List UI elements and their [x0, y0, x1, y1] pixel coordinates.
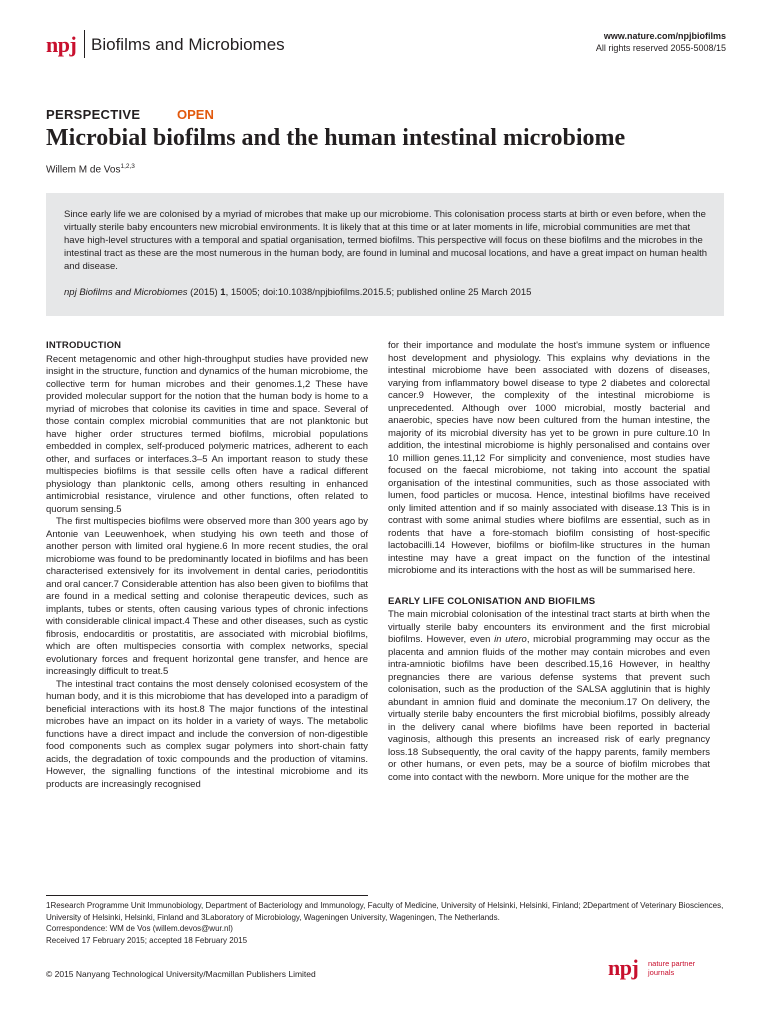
abstract-box [46, 193, 724, 316]
early-life-text-a: The main microbial colonisation of the intestinal tract starts at birth when the virtually sterile baby encounters its environment and the first microbial biofilms. However, even [388, 609, 710, 645]
early-life-paragraph-1 [388, 609, 710, 784]
affiliations-note: 1Research Programme Unit Immunobiology, Department of Bacteriology and Immunology, Faculty of Medicine, University of Helsinki, Helsinki, Finland; 2Department of Veterinary Biosciences, University of Helsinki, Helsinki, Finland and 3Laboratory of Microbiology, Wageningen University, Wageningen, The Netherlands. [46, 901, 724, 922]
abstract-text: Since early life we are colonised by a myriad of microbes that make up our microbiome. This colonisation process starts at birth or even before, when the virtually sterile baby encounters new microbial environments. It is likely that at this time or at later moments in life, microbial communities are met that have high-level structures with a temporal and spatial organisation, termed biofilms. This perspective will focus on these biofilms and the microbes in the intestinal tract as these are the most numerous in the human body, are found in luminal and mucosal locations, and have a great impact on human health and disease. [64, 209, 708, 273]
footnote-divider [46, 895, 368, 896]
early-life-heading: EARLY LIFE COLONISATION AND BIOFILMS [388, 595, 596, 607]
intro-paragraph-3-continued: for their importance and modulate the host's immune system or influence host development and physiology. This explains why deviations in the intestinal microbiome have been associated with dozens of diseases, varying from inflammatory bowel disease to type 2 diabetes and colorectal cancer.9 However, the complexity of the intestinal microbiome is unprecedented. Although over 1000 microbial, mostly bacterial and anaerobic, species have now been cultured from the human intestine, the majority of its microbial diversity has yet to be grown in pure culture.10 In addition, the intestinal microbiome is highly personalised and contains over 10 million genes.11,12 For simplicity and convenience, most studies have focused on the faecal microbiome, not taking into account the spatial organisation of the intestinal communities, such as those associated with lumen, food particles or mucosa. Hence, intestinal biofilms have received only limited attention and if so mainly associated with disease.13 This is in contrast with some animal studies where biofilms are essential, such as in rodents that have a fore-stomach biofilm consisting of host-specific lactobacilli.14 However, biofilms or biofilm-like structures in the human intestine may have a great impact on the function of the intestinal microbiome and its interactions with the host as will be summarised here. [388, 340, 710, 576]
author-line [46, 163, 135, 175]
citation-line [64, 286, 708, 299]
partner-line-2: journals [648, 968, 675, 977]
rights-notice: All rights reserved 2055-5008/15 [595, 43, 726, 53]
journal-header [46, 28, 726, 68]
intro-paragraph-1: Recent metagenomic and other high-throughput studies have provided new insight in the structure, function and dynamics of the human microbiome, the collective term for human microbes and their genomes.1,2 These have provided molecular support for the notion that the human body is home to a myriad of microbes that colonise its cavities in time and space. Several of those contain complex microbial communities that are not planktonic but have higher order structures termed biofilms, microbial populations embedded in complex, self-produced polymeric matrices, adherent to each other, and surfaces or interfaces.3–5 An important reason to study these multispecies biofilms is that sessile cells often have a radical different physiology than planktonic cells, among others resulting in enhanced antimicrobial resistance, virulence and other functions, often related to quorum sensing.5 [46, 353, 368, 515]
citation-journal: npj Biofilms and Microbiomes [64, 287, 188, 299]
citation-year: (2015) [187, 287, 221, 299]
logo-divider [84, 30, 85, 58]
citation-details: , 15005; doi:10.1038/npjbiofilms.2015.5; published online 25 March 2015 [225, 287, 532, 299]
right-column [388, 340, 710, 784]
citation-volume: 1 [220, 287, 226, 299]
open-access-badge: OPEN [177, 107, 214, 122]
author-name[interactable]: Willem M de Vos [46, 164, 121, 176]
journal-name[interactable]: Biofilms and Microbiomes [91, 35, 285, 54]
footnotes [46, 900, 726, 946]
npj-logo[interactable]: npj [46, 32, 77, 57]
early-life-italic: in utero [494, 634, 527, 645]
header-meta [596, 30, 726, 54]
journal-url-link[interactable]: www.nature.com/npjbiofilms [603, 31, 726, 41]
intro-paragraph-2: The first multispecies biofilms were observed more than 300 years ago by Antonie van Leeuwenhoek, when studying his own teeth and those of another person with limited oral hygiene.6 In more recent studies, the oral microbiome was found to be predominantly located in biofilms and has been characterised extensively for its involvement in dental caries, periodontitis and oral cancer.7 Considerable attention has also been given to biofilms that are found in a medical setting and colonise therapeutic devices, such as implants, tubes or stents, often causing various types of chronic infections with considerable clinical impact.4 These and other diseases, such as cystic fibrosis, endocarditis or prostatitis, are associated with microbial biofilms, which are often multispecies consortia with complex networks, special evolutionary forces and frequent horizontal gene transfer, and hence are increasingly difficult to treat.5 [46, 516, 368, 677]
copyright-notice: © 2015 Nanyang Technological University/Macmillan Publishers Limited [46, 969, 316, 979]
intro-paragraph-3: The intestinal tract contains the most densely colonised ecosystem of the human body, and it is this microbiome that has developed into a paradigm of beneficial interactions with its host.8 The major functions of the intestinal microbes have an impact on its holder in a variety of ways. The metabolic functions have a direct impact and include the conversion of non-digestible food components such as complex sugar polymers into short-chain fatty acids, the degradation of toxic compounds and the production of vitamins. However, the signalling functions of the intestinal microbiome and its products are increasingly recognised [46, 678, 368, 790]
article-type: PERSPECTIVE [46, 107, 141, 122]
received-note: Received 17 February 2015; accepted 18 February 2015 [46, 935, 248, 945]
partner-journals-wordmark [648, 959, 708, 977]
author-affiliation-marks: 1,2,3 [120, 163, 135, 170]
introduction-heading: INTRODUCTION [46, 340, 122, 351]
correspondence-note[interactable]: Correspondence: WM de Vos (willem.devos@wur.nl) [46, 924, 233, 933]
footer-npj-mark: npj [608, 955, 639, 980]
early-life-text-b: , microbial programming may occur as the placenta and amnion fluids of the mother may contain microbes and even intra-amniotic biofilms have been described.15,16 However, in healthy pregnancies there are various defense systems that prevent such colonisation, such as the production of the SALSA agglutinin that is highly abundant in amnion fluid and dominate the meconium.17 On delivery, the virtually sterile baby encounters the first microbial biofilms, possibly already in the delivery canal where biofilms have been reported in bacterial vaginosis, although this presents an increased risk of early pregnancy loss.18 Subsequently, the oral cavity of the happy parents, family members or other humans, or even pets, may be a source of biofilm microbes that come into contact with the newborn. More unique for the mother are the [388, 634, 710, 783]
partner-line-1: nature partner [648, 959, 696, 968]
nature-partner-journals-logo[interactable] [608, 955, 718, 985]
article-title: Microbial biofilms and the human intestinal microbiome [46, 125, 626, 151]
left-column [46, 340, 368, 791]
